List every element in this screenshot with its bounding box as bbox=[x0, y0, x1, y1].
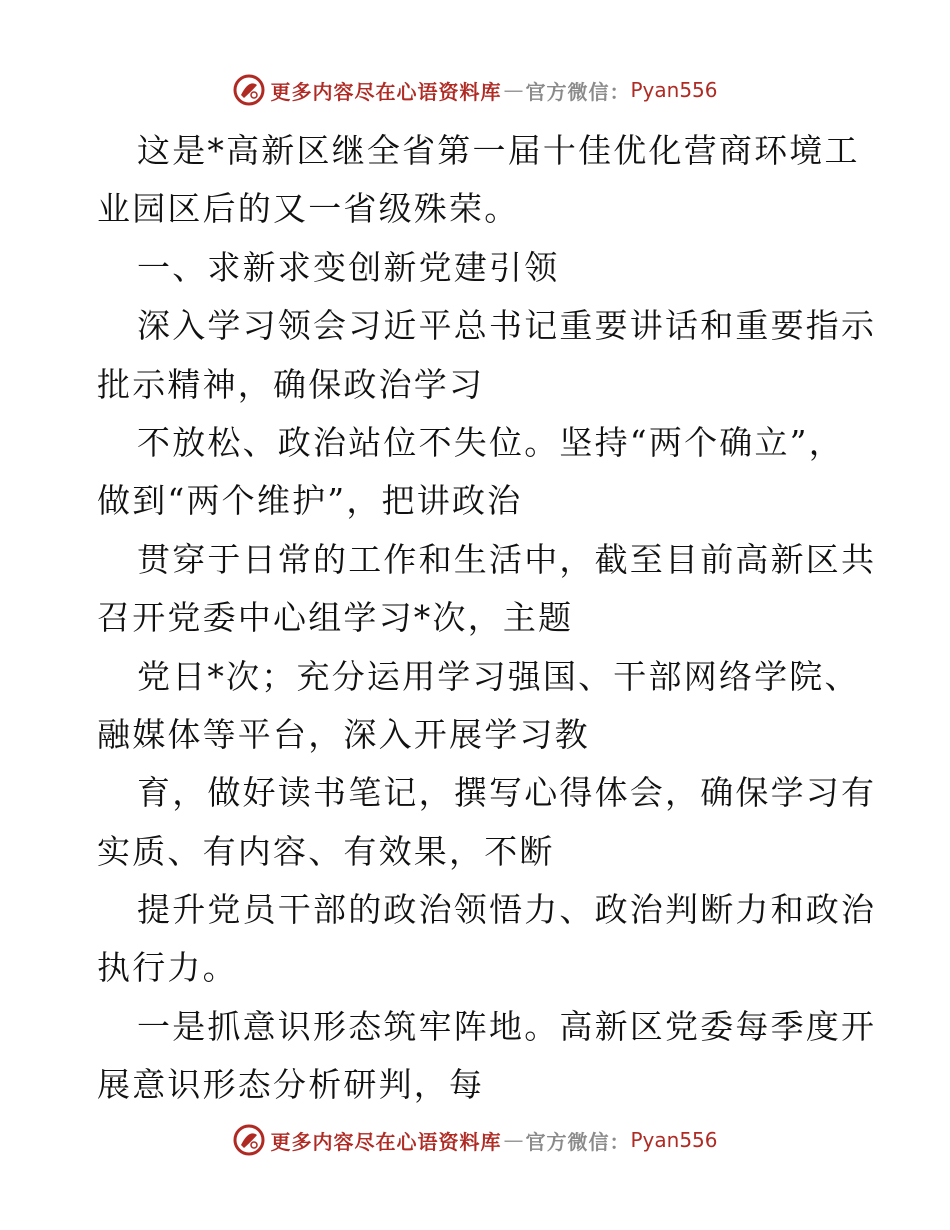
text-line: 不放松、政治站位不失位。坚持“两个确立”， bbox=[137, 422, 844, 462]
document-body bbox=[97, 122, 877, 1115]
watermark-account: Pyan556 bbox=[630, 1128, 718, 1152]
text-line: 一是抓意识形态筑牢阵地。高新区党委每季度开 bbox=[137, 1006, 877, 1046]
watermark-label: 官方微信： bbox=[525, 79, 631, 104]
brand-logo-icon bbox=[232, 73, 266, 107]
watermark-brand-text: 更多内容尽在心语资料库 bbox=[270, 1129, 502, 1154]
text-line: 这是*高新区继全省第一届十佳优化营商环境工 bbox=[137, 131, 860, 170]
brand-logo-icon bbox=[232, 1123, 266, 1157]
text-line: 党日*次；充分运用学习强国、干部网络学院、 bbox=[137, 656, 860, 696]
section-heading: 一、求新求变创新党建引领 bbox=[137, 247, 560, 287]
text-line: 育，做好读书笔记，撰写心得体会，确保学习有 bbox=[137, 773, 877, 813]
text-line: 召开党委中心组学习*次，主题 bbox=[97, 598, 574, 638]
text-line: 贯穿于日常的工作和生活中，截至目前高新区共 bbox=[137, 539, 877, 579]
watermark-label: 官方微信： bbox=[525, 1129, 631, 1154]
watermark-brand-text: 更多内容尽在心语资料库 bbox=[270, 79, 502, 104]
text-line: 深入学习领会习近平总书记重要讲话和重要指示 bbox=[137, 306, 877, 346]
header-watermark bbox=[0, 70, 950, 110]
text-line: 实质、有内容、有效果，不断 bbox=[97, 831, 555, 871]
watermark-separator: — bbox=[503, 78, 524, 102]
text-line: 融媒体等平台，深入开展学习教 bbox=[97, 714, 590, 754]
footer-watermark bbox=[0, 1120, 950, 1160]
text-line: 展意识形态分析研判，每 bbox=[97, 1065, 485, 1105]
text-line: 业园区后的又一省级殊荣。 bbox=[97, 189, 520, 229]
text-line: 执行力。 bbox=[97, 948, 238, 988]
text-line: 批示精神，确保政治学习 bbox=[97, 364, 485, 404]
text-line: 提升党员干部的政治领悟力、政治判断力和政治 bbox=[137, 890, 877, 930]
text-line: 做到“两个维护”，把讲政治 bbox=[97, 481, 523, 521]
watermark-separator: — bbox=[503, 1128, 524, 1152]
watermark-account: Pyan556 bbox=[630, 78, 718, 102]
